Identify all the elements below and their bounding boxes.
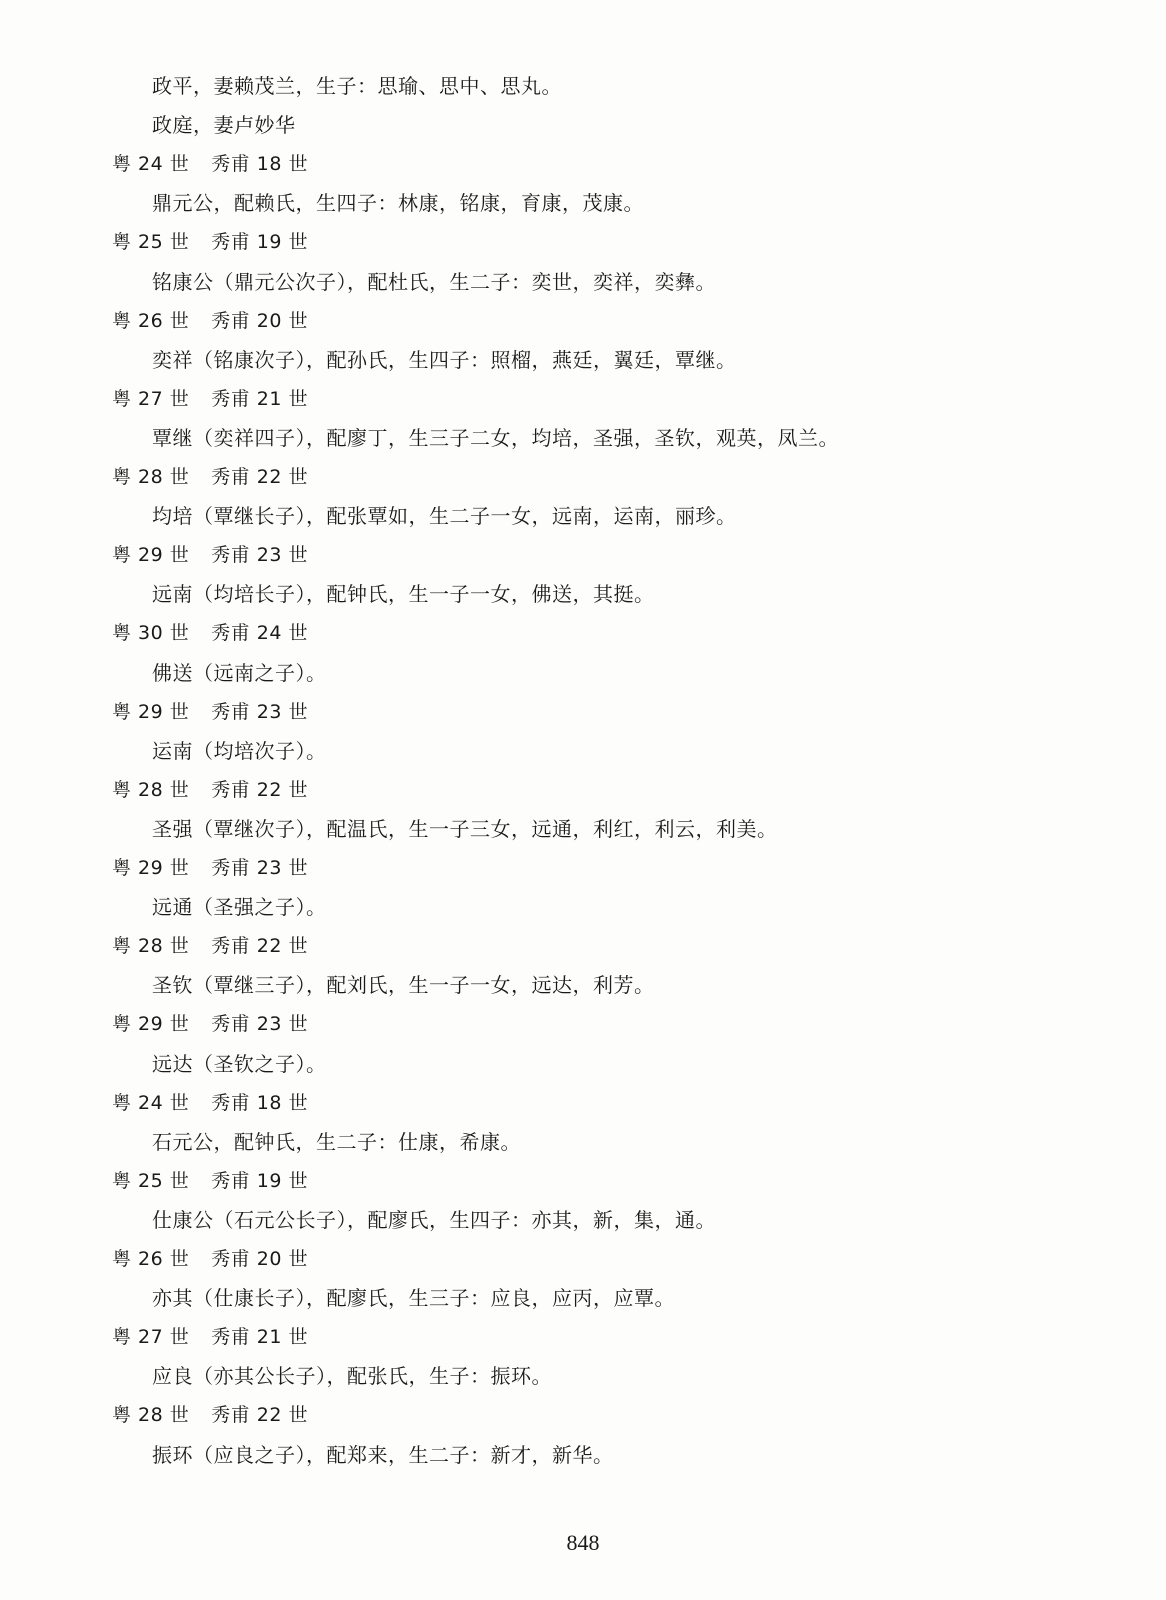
person-entry: 政庭，妻卢妙华 xyxy=(152,113,296,137)
xiufu-generation: 秀甫 20 世 xyxy=(211,310,309,332)
person-entry: 石元公，配钟氏，生二子：仕康，希康。 xyxy=(152,1130,521,1154)
yue-generation: 粤 29 世 xyxy=(112,857,190,879)
generation-heading xyxy=(112,778,308,802)
xiufu-generation: 秀甫 19 世 xyxy=(211,231,309,253)
yue-generation: 粤 28 世 xyxy=(112,1404,190,1426)
yue-generation: 粤 29 世 xyxy=(112,1013,190,1035)
yue-generation: 粤 26 世 xyxy=(112,310,190,332)
yue-generation: 粤 25 世 xyxy=(112,231,190,253)
xiufu-generation: 秀甫 23 世 xyxy=(211,1013,309,1035)
person-entry: 应良（亦其公长子），配张氏，生子：振环。 xyxy=(152,1364,552,1388)
xiufu-generation: 秀甫 19 世 xyxy=(211,1170,309,1192)
generation-heading xyxy=(112,1012,308,1036)
generation-heading xyxy=(112,309,308,333)
person-entry: 圣钦（覃继三子），配刘氏，生一子一女，远达，利芳。 xyxy=(152,973,655,997)
generation-heading xyxy=(112,465,308,489)
generation-heading xyxy=(112,621,308,645)
xiufu-generation: 秀甫 21 世 xyxy=(211,1326,309,1348)
person-entry: 运南（均培次子）。 xyxy=(152,739,327,763)
generation-heading xyxy=(112,543,308,567)
person-entry: 亦其（仕康长子），配廖氏，生三子：应良，应丙，应覃。 xyxy=(152,1286,675,1310)
generation-heading xyxy=(112,1169,308,1193)
xiufu-generation: 秀甫 22 世 xyxy=(211,1404,309,1426)
xiufu-generation: 秀甫 21 世 xyxy=(211,388,309,410)
generation-heading xyxy=(112,1091,308,1115)
yue-generation: 粤 29 世 xyxy=(112,701,190,723)
generation-heading xyxy=(112,856,308,880)
xiufu-generation: 秀甫 23 世 xyxy=(211,857,309,879)
generation-heading xyxy=(112,152,308,176)
person-entry: 鼎元公，配赖氏，生四子：林康，铭康，育康，茂康。 xyxy=(152,191,644,215)
xiufu-generation: 秀甫 20 世 xyxy=(211,1248,309,1270)
xiufu-generation: 秀甫 23 世 xyxy=(211,701,309,723)
xiufu-generation: 秀甫 22 世 xyxy=(211,466,309,488)
generation-heading xyxy=(112,1247,308,1271)
generation-heading xyxy=(112,700,308,724)
yue-generation: 粤 24 世 xyxy=(112,153,190,175)
page-number: 848 xyxy=(566,1530,600,1555)
person-entry: 奕祥（铭康次子），配孙氏，生四子：照榴，燕廷，翼廷，覃继。 xyxy=(152,348,737,372)
yue-generation: 粤 28 世 xyxy=(112,935,190,957)
person-entry: 远通（圣强之子）。 xyxy=(152,895,327,919)
yue-generation: 粤 29 世 xyxy=(112,544,190,566)
yue-generation: 粤 30 世 xyxy=(112,622,190,644)
person-entry: 铭康公（鼎元公次子），配杜氏，生二子：奕世，奕祥，奕彝。 xyxy=(152,270,716,294)
person-entry: 圣强（覃继次子），配温氏，生一子三女，远通，利红，利云，利美。 xyxy=(152,817,778,841)
person-entry: 振环（应良之子），配郑来，生二子：新才，新华。 xyxy=(152,1443,614,1467)
yue-generation: 粤 27 世 xyxy=(112,388,190,410)
yue-generation: 粤 28 世 xyxy=(112,466,190,488)
yue-generation: 粤 25 世 xyxy=(112,1170,190,1192)
person-entry: 均培（覃继长子），配张覃如，生二子一女，远南，运南，丽珍。 xyxy=(152,504,737,528)
xiufu-generation: 秀甫 22 世 xyxy=(211,779,309,801)
person-entry: 政平，妻赖茂兰，生子：思瑜、思中、思丸。 xyxy=(152,74,562,98)
person-entry: 覃继（奕祥四子），配廖丁，生三子二女，均培，圣强，圣钦，观英，凤兰。 xyxy=(152,426,839,450)
xiufu-generation: 秀甫 23 世 xyxy=(211,544,309,566)
yue-generation: 粤 28 世 xyxy=(112,779,190,801)
xiufu-generation: 秀甫 18 世 xyxy=(211,1092,309,1114)
person-entry: 仕康公（石元公长子），配廖氏，生四子：亦其，新，集，通。 xyxy=(152,1208,716,1232)
xiufu-generation: 秀甫 18 世 xyxy=(211,153,309,175)
person-entry: 远达（圣钦之子）。 xyxy=(152,1052,327,1076)
yue-generation: 粤 24 世 xyxy=(112,1092,190,1114)
yue-generation: 粤 26 世 xyxy=(112,1248,190,1270)
person-entry: 佛送（远南之子）。 xyxy=(152,661,327,685)
xiufu-generation: 秀甫 22 世 xyxy=(211,935,309,957)
generation-heading xyxy=(112,934,308,958)
xiufu-generation: 秀甫 24 世 xyxy=(211,622,309,644)
yue-generation: 粤 27 世 xyxy=(112,1326,190,1348)
generation-heading xyxy=(112,1325,308,1349)
generation-heading xyxy=(112,387,308,411)
person-entry: 远南（均培长子），配钟氏，生一子一女，佛送，其挺。 xyxy=(152,582,655,606)
generation-heading xyxy=(112,1403,308,1427)
generation-heading xyxy=(112,230,308,254)
